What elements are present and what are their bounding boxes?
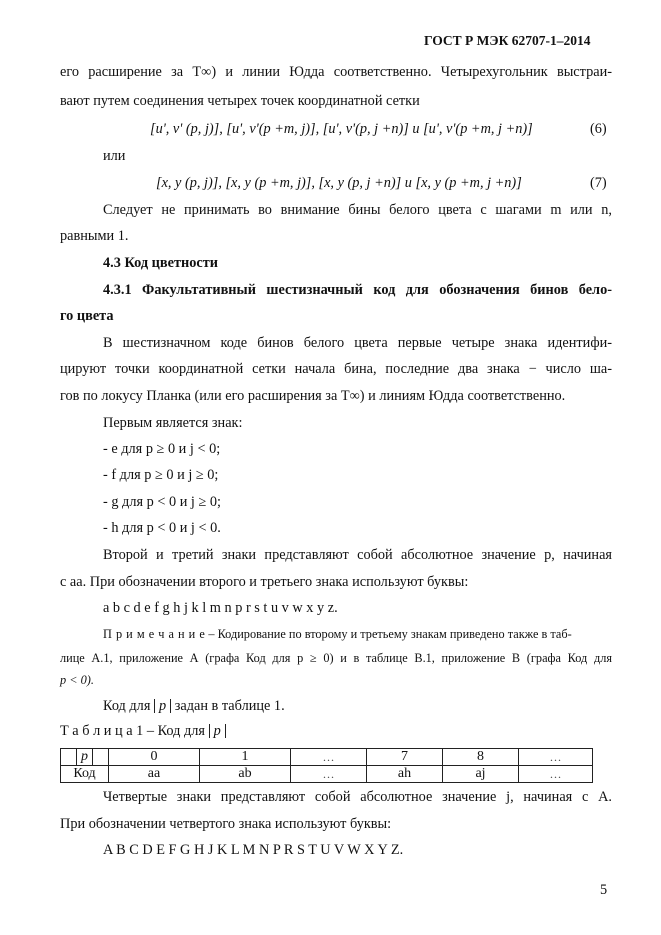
list-intro: Первым является знак:: [103, 415, 243, 431]
paragraph-line: Следует не принимать во внимание бины белого цвета с шагами m или n,: [103, 202, 612, 218]
table-row: [61, 766, 593, 783]
table-header-cell: 7: [367, 749, 443, 766]
table-header-cell: 0: [109, 749, 200, 766]
table-cell: …: [291, 766, 367, 783]
note-line: лице А.1, приложение А (графа Код для p ≥ 0) и в таблице В.1, приложение В (графа Код для: [60, 651, 612, 665]
paragraph-line: При обозначении четвертого знака используют буквы:: [60, 816, 392, 832]
section-heading: 4.3 Код цветности: [103, 255, 218, 271]
table-cell: ab: [200, 766, 291, 783]
list-item: - h для p < 0 и j < 0.: [103, 520, 221, 536]
code-table: [60, 748, 593, 783]
paragraph-line: его расширение за T∞) и линии Юдда соответственно. Четырехугольник выстраи-: [60, 64, 612, 80]
table-header-cell: p: [61, 749, 109, 766]
note-text: – Кодирование по второму и третьему знакам приведено также в таб-: [205, 627, 572, 641]
abs-p: p: [154, 699, 171, 713]
table-caption: [60, 724, 226, 738]
table-header-cell: 1: [200, 749, 291, 766]
connector-word: или: [103, 148, 126, 164]
equation-7-number: (7): [590, 175, 607, 191]
equation-7: [x, y (p, j)], [x, y (p +m, j)], [x, y (p, j +n)] и [x, y (p +m, j +n)]: [156, 175, 522, 191]
document-id: ГОСТ Р МЭК 62707-1–2014: [424, 33, 591, 48]
paragraph-line: вают путем соединения четырех точек координатной сетки: [60, 93, 420, 109]
code-given-pre: Код для: [103, 698, 151, 714]
paragraph-line: гов по локусу Планка (или его расширения за T∞) и линиям Юдда соответственно.: [60, 388, 566, 404]
table-cell: Код: [61, 766, 109, 783]
paragraph-line: равными 1.: [60, 228, 129, 244]
note-line: p < 0).: [60, 673, 94, 687]
page-number: 5: [600, 882, 608, 898]
note-label: П р и м е ч а н и е: [103, 627, 206, 641]
subsection-heading-cont: го цвета: [60, 308, 114, 324]
paragraph-line: цируют точки координатной сетки начала бина, последние два знака − число ша-: [60, 361, 612, 377]
uppercase-letters: A B C D E F G H J K L M N P R S T U V W X Y Z.: [103, 842, 404, 858]
code-given-line: [103, 699, 285, 713]
paragraph-line: В шестизначном коде бинов белого цвета первые четыре знака идентифи-: [103, 335, 612, 351]
subsection-heading: 4.3.1 Факультативный шестизначный код для обозначения бинов бело-: [103, 282, 612, 298]
paragraph-line: Четвертые знаки представляют собой абсолютное значение j, начиная с А.: [103, 789, 612, 805]
table-header-cell: …: [519, 749, 593, 766]
table-header-cell: …: [291, 749, 367, 766]
table-caption-text: Т а б л и ц а 1 – Код для: [60, 723, 205, 739]
equation-6: [u', v' (p, j)], [u', v'(p +m, j)], [u', v'(p, j +n)] и [u', v'(p +m, j +n)]: [150, 121, 533, 137]
list-item: - e для p ≥ 0 и j < 0;: [103, 441, 221, 457]
code-given-post: задан в таблице 1.: [174, 698, 285, 714]
table-header-cell: 8: [443, 749, 519, 766]
lowercase-letters: a b c d e f g h j k l m n p r s t u v w x y z.: [103, 600, 338, 616]
paragraph-line: Второй и третий знаки представляют собой абсолютное значение p, начиная: [103, 547, 612, 563]
table-cell: aj: [443, 766, 519, 783]
abs-p: p: [209, 724, 226, 738]
table-cell: ah: [367, 766, 443, 783]
note-line-1: [103, 628, 572, 640]
table-cell: aa: [109, 766, 200, 783]
table-cell: …: [519, 766, 593, 783]
paragraph-line: с аа. При обозначении второго и третьего знака используют буквы:: [60, 574, 469, 590]
equation-6-number: (6): [590, 121, 607, 137]
table-row: [61, 749, 593, 766]
list-item: - g для p < 0 и j ≥ 0;: [103, 494, 222, 510]
list-item: - f для p ≥ 0 и j ≥ 0;: [103, 467, 219, 483]
